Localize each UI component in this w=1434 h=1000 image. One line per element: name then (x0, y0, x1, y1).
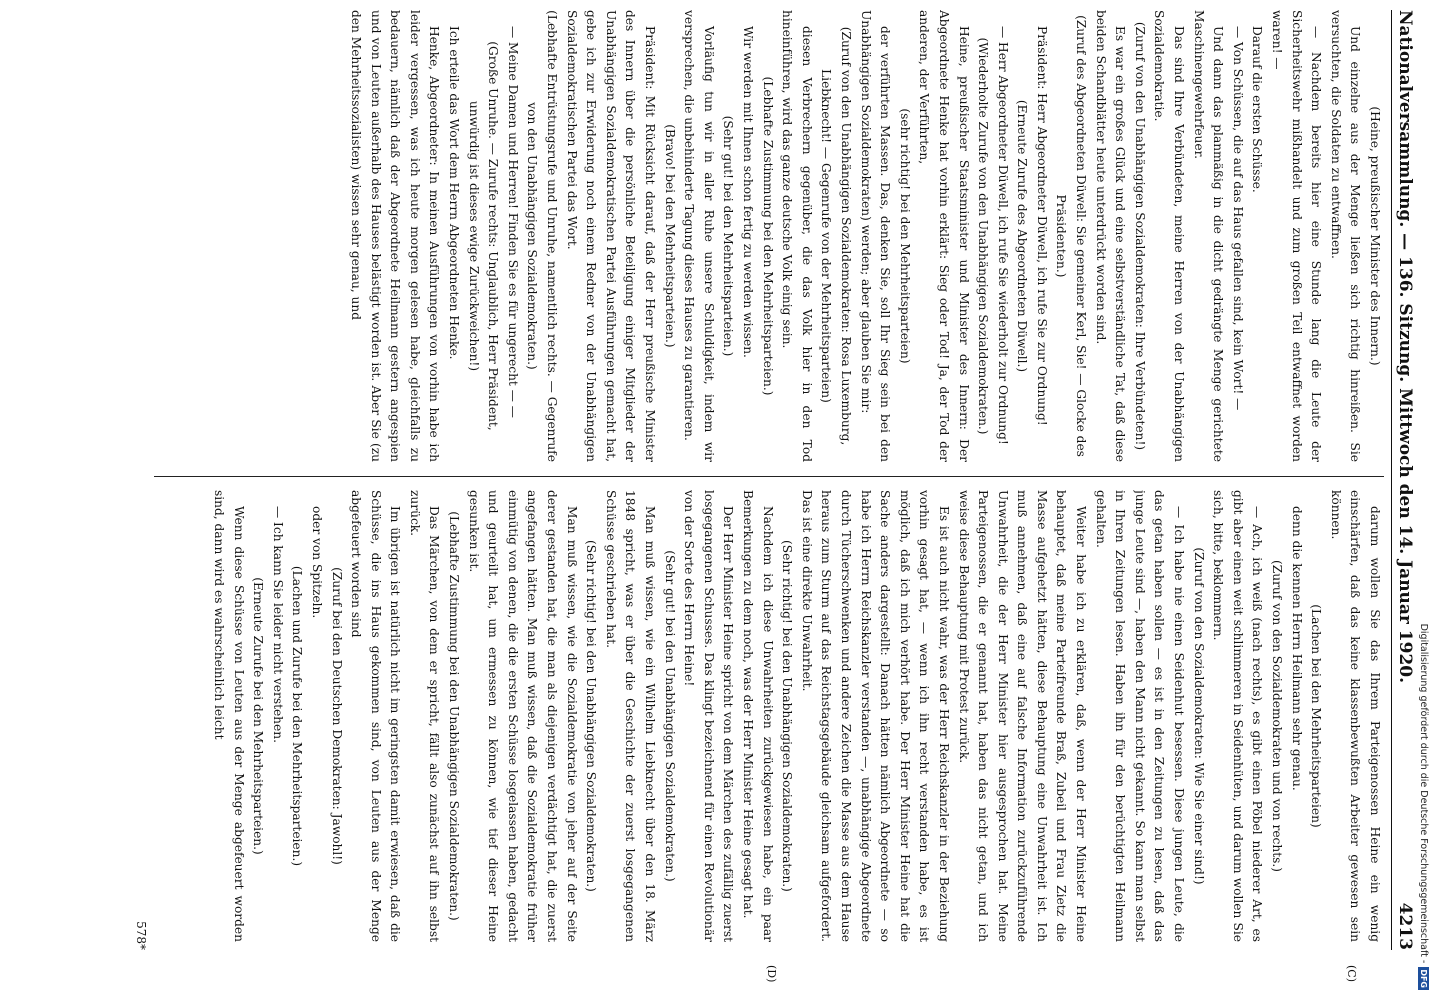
paragraph: (Bravo! bei den Mehrheitsparteien.) (662, 124, 677, 348)
paragraph: denn die kennen Herrn Heilmann sehr genau. (1289, 506, 1304, 791)
paragraph: Wir werden mit Ihnen schon fertig zu werden wissen. (741, 26, 755, 358)
paragraph: (Zuruf von den Unabhängigen Sozialdemokraten: Rosa Luxemburg, Liebknecht! — Gegenrufe von der Mehrheitsparteien) (819, 26, 853, 446)
document-page (128, 10, 1418, 983)
paragraph: Präsident: Mit Rücksicht darauf, daß der Herr preußische Minister des Innern über die persönliche Beteiligung einiger Mitglieder der Unabhängigen Sozialdemokratischen Partei Ausführungen gemacht hat, gebe ich zur Erwiderung noch einem Redner von der Unabhängigen Sozialdemokratischen Partei das Wort. (564, 10, 658, 462)
paragraph: Es war ein großes Glück und eine selbstverständliche Tat, daß diese beiden Schandblätter heute unterdrückt worden sind. (1093, 10, 1128, 462)
paragraph: (Zuruf bei den Deutschen Demokraten: Jawohl!) (329, 567, 344, 865)
paragraph: Heine, preußischer Staatsminister und Minister des Innern: Der Abgeordnete Henke hat vorhin erklärt: Sieg oder Tod! Ja, der Tod der anderen, der Verführten, (917, 10, 971, 462)
paragraph: (Lachen und Zurufe bei den Mehrheitsparteien.) (290, 565, 305, 867)
paragraph: (Sehr gut! bei den Mehrheitsparteien.) (721, 115, 736, 357)
paragraph: (Lebhafte Zustimmung bei den Unabhängigen Sozialdemokraten.) (447, 511, 462, 921)
paragraph: Das Märchen, von dem er spricht, fällt also zunächst auf ihn selbst zurück. (407, 490, 442, 942)
paragraph: (Sehr richtig! bei den Unabhängigen Sozialdemokraten.) (780, 540, 795, 892)
paragraph: — Ich habe nie einen Seidenhut besessen. Diese jungen Leute, die das getan haben sollen — es ist in den Zeitungen zu lesen, daß das junge Leute sind —, haben den Mann nicht gekannt. So kann man selbst in Ihren Zeitungen lesen. Haben ihn für den berüchtigten Heilmann gehalten. (1093, 490, 1187, 942)
margin-marker-c: (C) (1345, 965, 1358, 982)
paragraph: (Lebhafte Entrüstungsrufe und Unruhe, namentlich rechts. — Gegenrufe von den Unabhängigen Sozialdemokraten.) (525, 10, 560, 462)
paragraph: Und einzelne aus der Menge ließen sich richtig hinreißen. Sie versuchten, die Soldaten zu entwaffnen. (1328, 10, 1363, 462)
paragraph: (Sehr richtig! bei den Unabhängigen Sozialdemokraten.) (584, 540, 599, 892)
paragraph: — Meine Damen und Herren! Finden Sie es für ungerecht — — (505, 26, 520, 418)
paragraph: — Von Schüssen, die auf das Haus gefallen sind, kein Wort! — (1230, 26, 1245, 411)
paragraph: (Erneute Zurufe des Abgeordneten Düwell.) (1015, 99, 1030, 373)
header-title: Nationalversammlung. — 136. Sitzung. Mittwoch den 14. Januar 1920. (1395, 10, 1415, 684)
paragraph: (Erneute Zurufe bei den Mehrheitsparteien.) (251, 577, 266, 855)
paragraph: (Lebhafte Zustimmung bei den Mehrheitsparteien.) (760, 76, 775, 396)
paragraph: Nachdem ich diese Unwahrheiten zurückgewiesen habe, ein paar Bemerkungen zu dem noch, was der Herr Minister Heine gesagt hat. (741, 490, 775, 942)
paragraph: diesen Verbrechern gegenüber, die das Volk hier in den Tod hineinführen, wird das ganze deutsche Volk einig sein. (780, 10, 814, 462)
rotated-page (88, 10, 1418, 983)
paragraph: — Ich kann Sie leider nicht verstehen. (270, 506, 285, 743)
paragraph: Im übrigen ist natürlich nicht im geringsten damit erwiesen, daß die Schüsse, die ins Haus gekommen sind, von Leuten aus der Menge abgefeuert worden sind (349, 490, 403, 942)
paragraph: Das sind Ihre Verbündeten, meine Herren von der Unabhängigen Sozialdemokratie. (1152, 10, 1187, 462)
sheet-signature: 578* (134, 921, 148, 950)
paragraph: (Zuruf des Abgeordneten Düwell: Sie gemeiner Kerl, Sie! — Glocke des Präsidenten.) (1054, 15, 1089, 457)
paragraph: (Zuruf von den Sozialdemokraten und von rechts.) (1270, 559, 1285, 873)
paragraph: der verführten Massen. Das, denken Sie, soll Ihr Sieg sein bei den Unabhängigen Sozialdemokraten) werden; aber glauben Sie mir: (858, 10, 893, 462)
paragraph: Präsident: Herr Abgeordneter Düwell, ich rufe Sie zur Ordnung! (1034, 26, 1049, 426)
paragraph: Wenn diese Schüsse von Leuten aus der Menge abgefeuert worden sind, dann wird es wahrscheinlich leicht (211, 490, 246, 942)
side-note-strip (1416, 10, 1432, 990)
paragraph: — Nachdem bereits hier eine Stunde lang die Leute der Sicherheitswehr mißhandelt und zum großen Teil entwaffnet worden waren! — (1270, 10, 1324, 462)
margin-marker-d: (D) (765, 965, 778, 983)
paragraph: Darauf die ersten Schüsse. (1250, 26, 1265, 193)
right-column (144, 490, 1384, 942)
column-divider (154, 476, 1384, 477)
dfg-logo: DFG (1419, 969, 1429, 988)
paragraph: Der Herr Minister Heine spricht von dem Märchen des zufällig zuerst losgegangenen Schusses. Das klingt bezeichnend für einen Revolutionär von der Sorte des Herrn Heine! (682, 490, 736, 942)
left-column (144, 10, 1384, 462)
paragraph: (Große Unruhe. — Zurufe rechts: Unglaublich, Herr Präsident, unwürdig ist dieses ewige Zurückweichen!) (466, 41, 501, 431)
paragraph: oder von Spitzeln. (309, 506, 324, 619)
paragraph: Ich erteile das Wort dem Herrn Abgeordneten Henke. (447, 26, 462, 360)
side-note-text: Digitalisierung gefördert durch die Deutsche Forschungsgemeinschaft - (1418, 623, 1430, 964)
paragraph: Es ist auch nicht wahr, was der Herr Reichskanzler in der Beziehung vorhin gesagt hat, — wenn ich ihn recht verstanden habe, es ist möglich, daß ich mich verhört habe. Der Herr Minister Heine hat die Sache anders dargestellt: Danach hätten nämlich Abgeordnete — so habe ich Herrn Reichskanzler verstanden —, unabhängige Abgeordnete durch Tücherschwenken und andere Zeichen die Masse aus dem Hause heraus zum Sturm auf das Reichstagsgebäude gleichsam aufgefordert. Das ist eine direkte Unwahrheit. (799, 490, 951, 942)
paragraph: (Zuruf von den Sozialdemokraten: Wie Sie einer sind!) (1191, 547, 1206, 885)
paragraph: Man muß wissen, wie ein Wilhelm Liebknecht über den 18. März 1848 spricht, was er über die Geschichte der zuerst losgegangenen Schüsse geschrieben hat. (603, 490, 658, 942)
paragraph: (Lachen bei den Mehrheitsparteien) (1309, 604, 1324, 828)
paragraph: — Herr Abgeordneter Düwell, ich rufe Sie wiederholt zur Ordnung! (995, 26, 1010, 445)
paragraph: — Ach, ich weiß (nach rechts), es gibt einen Pöbel niederer Art, es gibt aber einen weit schlimmeren in Seidenhüten, und darum wollen Sie sich, bitte, beklommern. (1211, 490, 1265, 942)
paragraph: (Sehr gut! bei den Unabhängigen Sozialdemokraten.) (662, 550, 677, 882)
page-number: 4213 (1395, 902, 1415, 950)
side-note (1416, 10, 1432, 1000)
paragraph: darum wollen Sie das Ihrem Parteigenossen Heine ein wenig einschärfen, daß das keine klassenbewußten Arbeiter gewesen sein können. (1328, 490, 1382, 942)
page-header (1391, 10, 1418, 950)
paragraph: Und dann das planmäßig in die dicht gedrängte Menge gerichtete Maschinengewehrfeuer. (1191, 10, 1226, 462)
paragraph: (Zuruf von den Unabhängigen Sozialdemokraten: Ihre Verbündeten!) (1132, 21, 1147, 451)
paragraph: Man muß wissen, wie die Sozialdemokratie von jeher auf der Seite derer gestanden hat, die man als diejenigen verdächtigt hat, die zuerst angefangen hätten. Man muß wissen, daß die Sozialdemokratie früher einmütig von denen, die die ersten Schüsse losgelassen haben, gedacht und geurteilt hat, um ermessen zu können, wie tief dieser Heine gesunken ist. (466, 490, 579, 942)
paragraph: (sehr richtig! bei den Mehrheitsparteien) (897, 108, 912, 364)
paragraph: Henke, Abgeordneter: In meinen Ausführungen von vorhin habe ich leider vergessen, was ich heute morgen gelesen habe, gleichfalls zu bedauern, nämlich daß der Abgeordnete Heilmann gestern angespien und von Leuten außerhalb des Hauses belästigt worden ist. Aber Sie (zu den Mehrheitssozialisten) wissen sehr genau, und (349, 10, 442, 462)
paragraph: Weiter habe ich zu erklären, daß, wenn der Herr Minister Heine behauptet, daß meine Parteifreunde Braß, Zubeil und Frau Zietz die Masse aufgehetzt hätten, diese Behauptung eine Unwahrheit ist. Ich muß annehmen, daß eine auf falsche Information zurückzuführende Unwahrheit, die der Herr Minister hier ausgesprochen hat. Meine Parteigenossen, die er genannt hat, haben das nicht getan, und ich weise diese Behauptung mit Protest zurück. (956, 490, 1089, 942)
paragraph: (Heine, preußischer Minister des Innern.) (1368, 106, 1382, 366)
paragraph: (Wiederholte Zurufe von den Unabhängigen Sozialdemokraten.) (976, 37, 991, 435)
paragraph: Vorläufig tun wir in aller Ruhe unsere Schuldigkeit, indem wir versprechen, die unbehinderte Tagung dieses Hauses zu garantieren. (682, 10, 716, 462)
